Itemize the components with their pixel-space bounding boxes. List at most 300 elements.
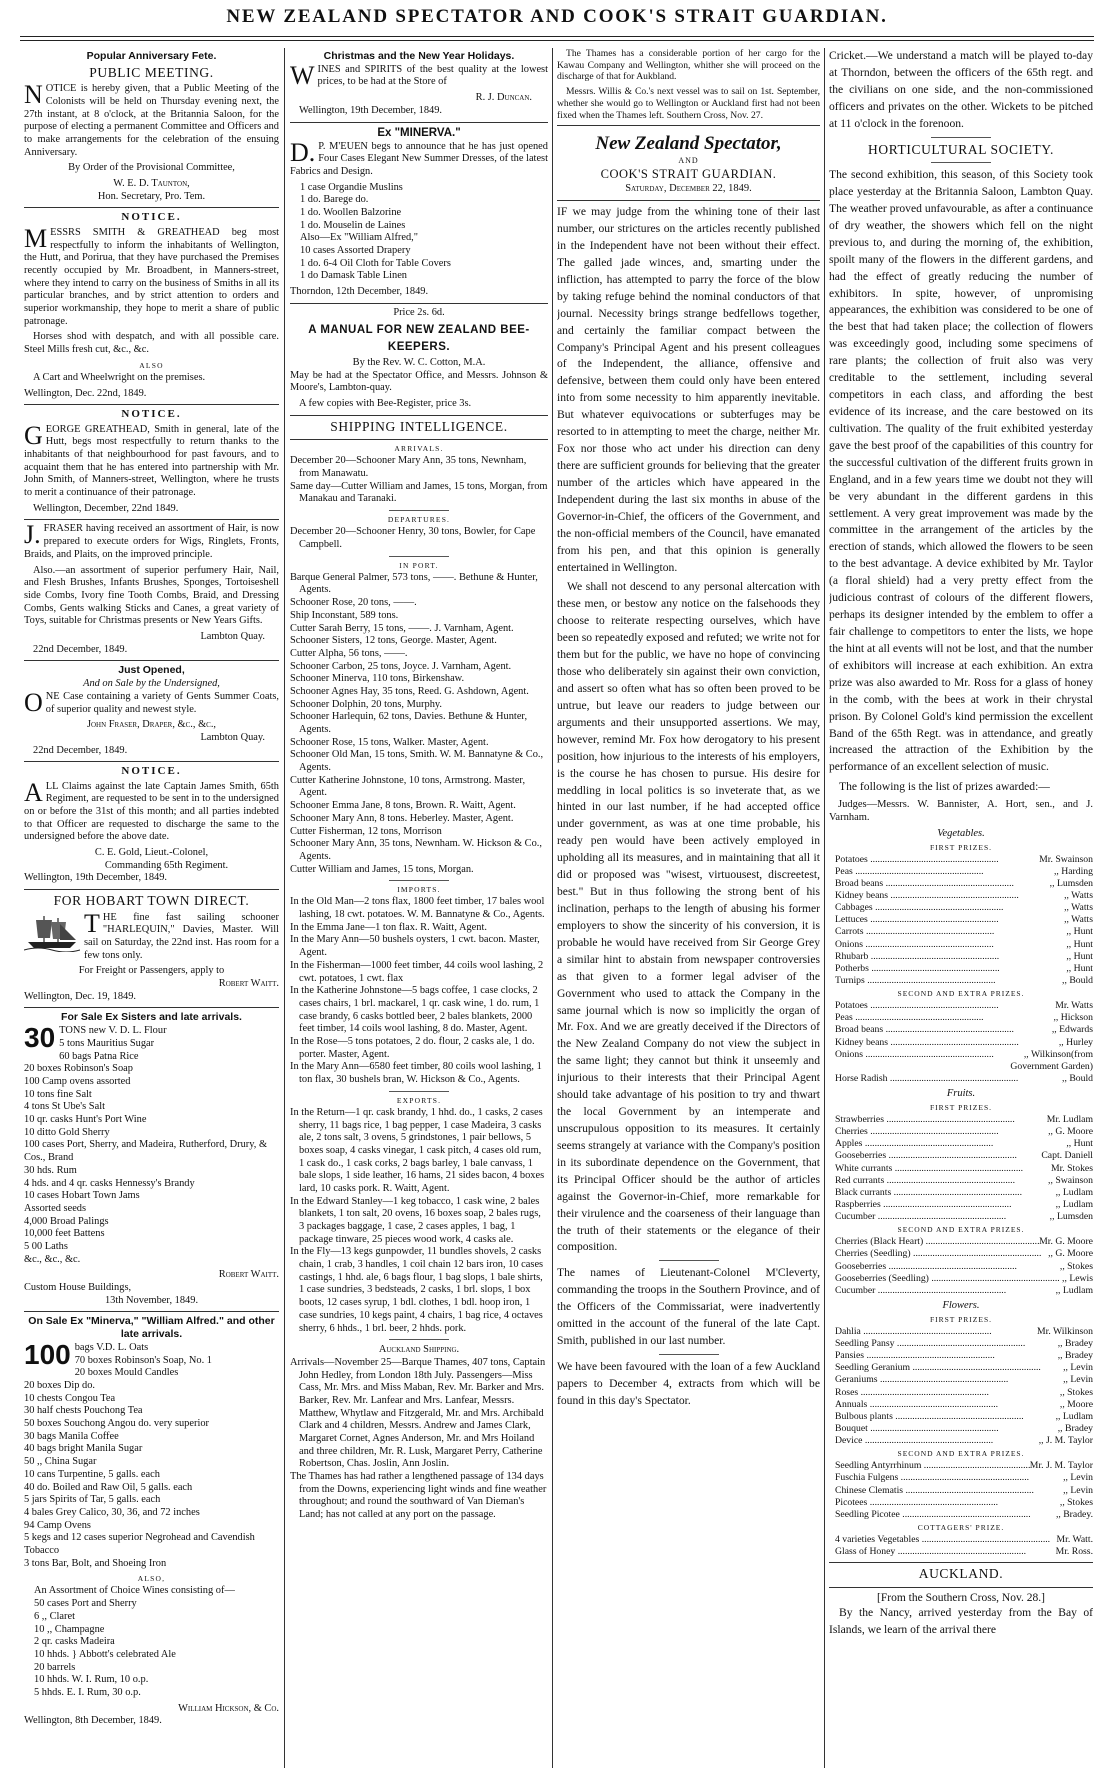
prize-winner: ,, Moore	[1059, 1398, 1093, 1410]
list-item: 20 barrels	[34, 1661, 76, 1673]
prize-item: Cucumber .....	[835, 1211, 1050, 1223]
prize-winner: ,, Ludlam	[1055, 1198, 1093, 1210]
departures-heading: DEPARTURES.	[387, 515, 451, 525]
import-entry: In the Emma Jane—1 ton flax. R. Waitt, Agent.	[290, 921, 487, 933]
import-entry: In the Mary Ann—50 bushels oysters, 1 cwt. bacon. Master, Agent.	[290, 934, 540, 959]
separator	[24, 1007, 279, 1008]
prize-winner: ,, Swainson	[1048, 1174, 1093, 1186]
vegetables-first-prizes	[829, 854, 1093, 987]
prize-winner: ,, Levin	[1063, 1374, 1093, 1386]
prize-row	[835, 1061, 1093, 1073]
also-label: ALSO,	[137, 1574, 166, 1584]
also-label: ALSO	[139, 360, 164, 370]
inport-entry: Cutter Fisherman, 12 tons, Morrison	[290, 825, 442, 837]
fraser-date: 22nd December, 1849.	[33, 643, 128, 655]
prize-winner: ,, Watts	[1064, 914, 1093, 926]
prize-row	[835, 1049, 1093, 1061]
list-item: 10 ditto Gold Sherry	[24, 1126, 110, 1138]
second-extra-label: SECOND AND EXTRA PRIZES.	[897, 989, 1025, 999]
list-item: Assorted seeds	[24, 1202, 87, 1214]
prize-winner: ,, J. M. Taylor	[1038, 1435, 1093, 1446]
inport-entry: Cutter Alpha, 56 tons, ——.	[290, 647, 408, 659]
prize-winner: ,, Lumsden	[1049, 877, 1093, 889]
list-item: bags V.D. L. Oats	[74, 1341, 149, 1353]
prize-item: Bulbous plants .....	[835, 1411, 1056, 1423]
separator	[389, 1091, 449, 1092]
smith-greathead-notice	[24, 223, 279, 329]
exports-list	[290, 1107, 548, 1335]
inport-entry: Schooner Mary Ann, 35 tons, Newnham. W. Hickson & Co., Agents.	[290, 838, 542, 862]
prize-winner: ,, Stokes	[1059, 1386, 1093, 1398]
list-item: 5 00 Laths	[24, 1240, 68, 1252]
prize-item: Chinese Clematis .....	[835, 1485, 1063, 1497]
prize-item: Potatoes .....	[835, 854, 1039, 866]
prize-winner: Mr. Stokes	[1051, 1162, 1093, 1174]
inport-entry: Cutter Sarah Berry, 15 tons, ——. J. Varnham, Agent.	[290, 622, 514, 634]
prize-row	[835, 1000, 1093, 1012]
flowers-first-prizes	[829, 1326, 1093, 1447]
list-item: 10 chests Congou Tea	[24, 1392, 116, 1404]
inport-entry: Schooner Mary Ann, 8 tons. Heberley. Master, Agent.	[290, 812, 514, 824]
horticultural-heading: HORTICULTURAL SOCIETY.	[868, 141, 1054, 157]
prize-winner: ,, Levin	[1063, 1472, 1093, 1484]
inport-entry: Cutter Katherine Johnstone, 10 tons, Armstrong. Master, Agent.	[290, 774, 526, 799]
list-item: 40 do. Boiled and Raw Oil, 5 galls. each	[24, 1481, 193, 1493]
inport-heading: IN PORT.	[399, 560, 439, 570]
list-item: 10 hhds. W. I. Rum, 10 o.p.	[34, 1674, 149, 1686]
minerva-items	[24, 1338, 279, 1570]
first-prizes-label: FIRST PRIZES.	[929, 1102, 993, 1112]
greathead-notice	[24, 420, 279, 500]
separator	[24, 404, 279, 405]
prize-item: Cucumber .....	[835, 1285, 1056, 1297]
prize-winner: ,, Lumsden	[1049, 1211, 1093, 1223]
prize-item: Cherries (Black Heart) .....	[835, 1236, 1039, 1248]
xmas-date: Wellington, 19th December, 1849.	[299, 104, 443, 116]
prize-winner: Mr. Ludlam	[1046, 1114, 1093, 1126]
mceuen-notice	[290, 137, 548, 179]
list-item: 10 cans Turpentine, 5 galls. each	[24, 1468, 160, 1480]
prize-winner: ,, Hunt	[1066, 938, 1093, 950]
list-item: 4 bales Grey Calico, 30, 36, and 72 inches	[24, 1506, 200, 1518]
prize-winner: ,, Hunt	[1066, 1138, 1093, 1150]
import-entry: In the Mary Ann—6580 feet timber, 80 coils wool lashing, 1 ton flax, 30 bushels bran, W. Hickson & Co., Agents.	[290, 1061, 542, 1086]
prize-winner: ,, Bradey.	[1055, 1508, 1093, 1520]
list-item: 6 ,, Claret	[34, 1610, 75, 1622]
arrival-entry: December 20—Schooner Mary Ann, 35 tons, Newnham, from Manawatu.	[290, 455, 527, 480]
ship-icon	[24, 912, 80, 952]
fete-signature: W. E. D. Taunton,	[113, 178, 190, 190]
prize-winner: ,, Harding	[1053, 865, 1093, 877]
list-item: 4 hds. and 4 qr. casks Hennessy's Brandy	[24, 1177, 195, 1189]
sisters-place: Custom House Buildings,	[24, 1282, 132, 1293]
mceuen-body: P. M'EUEN begs to announce that he has just opened Four Cases Elegant New Summer Dresses, of the latest Fabrics and Design.	[290, 140, 548, 177]
prize-row	[835, 1248, 1093, 1260]
list-item: 30 hds. Rum	[24, 1164, 77, 1176]
separator	[389, 510, 449, 511]
prize-item: Black currants .....	[835, 1187, 1056, 1199]
notice-date: Wellington, Dec. 22nd, 1849.	[24, 387, 147, 399]
auckland-shipping-list	[290, 1357, 548, 1522]
list-item: 100 Camp ovens assorted	[24, 1076, 131, 1087]
list-item: 5 tons Mauritius Sugar	[59, 1037, 155, 1049]
prize-row	[835, 1150, 1093, 1162]
prize-row	[835, 854, 1093, 866]
prize-row	[835, 1199, 1093, 1211]
prize-row	[835, 1509, 1093, 1521]
prize-winner: ,, Hunt	[1066, 926, 1093, 938]
opened-signature: John Fraser, Draper, &c., &c.,	[86, 719, 217, 731]
auckland-shipping-heading: Auckland Shipping.	[378, 1344, 460, 1356]
list-item: TONS new V. D. L. Flour	[59, 1025, 167, 1037]
manual-price: Price 2s. 6d.	[393, 306, 445, 318]
prize-row	[835, 1460, 1093, 1472]
list-item: 50 cases Port and Sherry	[34, 1598, 137, 1610]
column-1	[24, 48, 279, 1768]
import-entry: In the Katherine Johnstone—5 bags coffee, 1 case clocks, 2 cases chairs, 1 brl. mackarel, 1 qr. cask wine, 1 do. rum, 1 case brandy, 6 casks bottled beer, 2 bales blankets, 2000 feet timber, 14 coils wool lashing, 8 do. Master, Agent.	[290, 985, 540, 1035]
manual-author: By the Rev. W. C. Cotton, M.A.	[352, 357, 486, 368]
prize-row	[835, 1534, 1093, 1546]
auckland-source: [From the Southern Cross, Nov. 28.]	[877, 1591, 1045, 1604]
list-item: 4,000 Broad Palings	[24, 1215, 109, 1227]
fete-heading: PUBLIC MEETING.	[89, 64, 214, 80]
sisters-list	[24, 1022, 279, 1266]
auckland-entry: The Thames has had rather a lengthened passage of 134 days from the Downs, experiencing light winds and fine weather throughout; and round the southward of Van Dieman's Land; has not called at any port on the passage.	[290, 1471, 547, 1521]
minerva-wines	[34, 1585, 279, 1699]
prize-item: Seedling Picotee .....	[835, 1509, 1056, 1521]
minerva-heading: Ex "MINERVA."	[377, 126, 461, 139]
list-item: An Assortment of Choice Wines consisting of—	[34, 1585, 235, 1597]
prize-row	[835, 914, 1093, 926]
notice-signature: C. E. Gold, Lieut.-Colonel,	[94, 847, 209, 859]
editorial-paragraph: We have been favoured with the loan of a few Auckland papers to December 4, extracts from which will be found in this day's Spectator.	[557, 1359, 820, 1407]
fraser-notice	[24, 520, 279, 561]
minerva-signature: William Hickson, & Co.	[178, 1702, 279, 1714]
inport-entry: Schooner Rose, 15 tons, Walker. Master, Agent.	[290, 736, 489, 748]
list-item: 1 do Damask Table Linen	[300, 270, 408, 282]
prize-row	[835, 1485, 1093, 1497]
separator	[290, 122, 548, 123]
import-entry: In the Old Man—2 tons flax, 1800 feet timber, 17 bales wool lashing, 18 cwt. potatoes. W. M. Bannatyne & Co., Agents.	[290, 896, 545, 921]
imports-heading: IMPORTS.	[397, 885, 441, 895]
paper-subtitle: COOK'S STRAIT GUARDIAN.	[600, 167, 777, 182]
prize-row	[835, 1024, 1093, 1036]
hobart-notice	[24, 908, 279, 963]
prize-winner: ,, Bould	[1062, 1072, 1093, 1084]
list-item: 5 hhds. E. I. Rum, 30 o.p.	[34, 1686, 141, 1698]
inport-entry: Schooner Minerva, 110 tons, Birkenshaw.	[290, 673, 465, 685]
prize-row	[835, 1411, 1093, 1423]
prize-winner: Government Garden)	[1010, 1060, 1093, 1072]
prize-intro: The following is the list of prizes awarded:—	[839, 780, 1050, 794]
prize-item: Broad beans .....	[835, 1024, 1052, 1036]
prize-winner: Mr. Swainson	[1039, 853, 1093, 865]
separator	[557, 125, 820, 126]
vegetables-heading: Vegetables.	[937, 827, 985, 839]
inport-entry: Schooner Carbon, 25 tons, Joyce. J. Varnham, Agent.	[290, 660, 512, 672]
cottagers-prizes	[829, 1534, 1093, 1558]
notice-date: Wellington, December, 22nd 1849.	[33, 502, 179, 514]
prize-item: Cherries .....	[835, 1126, 1048, 1138]
list-item: 10 cases Assorted Drapery	[300, 245, 411, 257]
prize-item: Red currants .....	[835, 1175, 1048, 1187]
prize-winner: Mr. Wilkinson	[1037, 1325, 1093, 1337]
inport-entry: Schooner Emma Jane, 8 tons, Brown. R. Waitt, Agent.	[290, 800, 516, 812]
separator	[931, 162, 991, 163]
separator	[829, 1587, 1093, 1588]
prize-row	[835, 1175, 1093, 1187]
list-item: 5 jars Spirits of Tar, 5 galls. each	[24, 1494, 161, 1506]
departure-entry: December 20—Schooner Henry, 30 tons, Bowler, for Cape Campbell.	[290, 526, 536, 550]
prize-winner: ,, G. Moore	[1048, 1126, 1093, 1138]
prize-item: Apples .....	[835, 1138, 1066, 1150]
prize-item: Kidney beans .....	[835, 1037, 1059, 1049]
prize-winner: ,, Ludlam	[1055, 1186, 1093, 1198]
list-item: 10 qr. casks Hunt's Port Wine	[24, 1114, 147, 1126]
prize-row	[835, 1073, 1093, 1085]
prize-row	[835, 1435, 1093, 1447]
issue-date: Saturday, December 22, 1849.	[625, 183, 752, 195]
second-extra-label: SECOND AND EXTRA PRIZES.	[897, 1225, 1025, 1235]
list-item: 4 tons St Ube's Salt	[24, 1101, 105, 1113]
inport-list	[290, 572, 548, 877]
prize-row	[835, 1261, 1093, 1273]
import-entry: In the Fisherman—1000 feet timber, 44 coils wool lashing, 2 cwt. potatoes, 1 cwt. flax	[290, 959, 544, 984]
prize-item: White currants .....	[835, 1163, 1051, 1175]
arrivals-list	[290, 455, 548, 506]
prize-winner: ,, G. Moore	[1048, 1248, 1093, 1260]
prize-item: Kidney beans .....	[835, 890, 1064, 902]
dropcap: M	[24, 223, 48, 253]
vegetables-second-prizes	[829, 1000, 1093, 1085]
prize-item: Potatoes .....	[835, 1000, 1055, 1012]
prize-item: Broad beans .....	[835, 878, 1050, 890]
list-item: Also—Ex "William Alfred,"	[300, 232, 419, 244]
prize-winner: ,, Edwards	[1051, 1024, 1093, 1036]
list-item: 10 tons fine Salt	[24, 1088, 92, 1100]
xmas-heading: Christmas and the New Year Holidays.	[323, 50, 515, 62]
list-item: 10,000 feet Battens	[24, 1228, 105, 1240]
hobart-body: HE fine fast sailing schooner "HARLEQUIN," Davies, Master. Will sail on Saturday, the 22nd inst. Has room for a few tons only.	[84, 911, 279, 961]
separator	[24, 761, 279, 762]
prize-winner: ,, Hunt	[1066, 950, 1093, 962]
prize-item: Turnips .....	[835, 975, 1062, 987]
prize-row	[835, 866, 1093, 878]
separator	[389, 1339, 449, 1340]
prize-winner: Mr. Watts	[1055, 1000, 1093, 1012]
inport-entry: Cutter William and James, 15 tons, Morgan.	[290, 863, 474, 875]
prize-winner: Mr. Watt.	[1056, 1534, 1093, 1546]
notice-body: ESSRS SMITH & GREATHEAD beg most respectfully to inform the inhabitants of Wellington, the Hutt, and Porirua, that they have purchased the Premises recently occupied by Mr. Broadbent, in Manners-street, where they intend to carry on the business of Smiths in all its particular branches, and by strict attention to orders and superior workmanship, they hope to merit a share of public patronage.	[24, 226, 279, 327]
paper-title-and: AND	[678, 156, 699, 166]
separator	[931, 137, 991, 138]
import-entry: In the Rose—5 tons potatoes, 2 do. flour, 2 casks ale, 1 do. porter. Master, Agent.	[290, 1035, 535, 1060]
cricket-paragraph: Cricket.—We understand a match will be played to-day at Thorndon, between the officers of the 65th regt. and the civilians on one side, and the non-commissioned officers and privates on the other. Wickets to be pitched at 11 o'clock in the forenoon.	[829, 49, 1093, 130]
mceuen-items	[300, 182, 548, 284]
manual-body: A few copies with Bee-Register, price 3s.	[299, 398, 472, 410]
prize-item: Gooseberries (Seedling) .....	[835, 1273, 1062, 1285]
list-item: 1 do. Mouselin de Laines	[300, 219, 406, 231]
prize-row	[835, 1037, 1093, 1049]
editorial-paragraph: IF we may judge from the whining tone of their last number, our strictures on the articles recently published in the Independent have not been without their effect. The galled jade winces, and, smarting under the infliction, has attempted to parry the force of the blow by taking refuge behind the nominal conductors of that journal. Necessity brings strange bedfellows together, and certainly the familiar compact between the Company's Principal Agent and his present colleagues of the Independent, the alliance, offensive and defensive, between them could only have been entered into from some necessity to him apparently inevitable. But whatever equivocations or subterfuges may be resorted to in attempting to meet the charge, neither Mr. Fox nor those who act under his direction can deny there are sufficient grounds for believing that the greater number of the articles which have appeared in the Independent during the last six months in abuse of the Governor-in-Chief, the officers of the Government, and the non-official members of the Council, have emanated from his pen, and that this opinion is generally entertained in Wellington.	[557, 205, 820, 574]
auckland-heading: AUCKLAND.	[918, 1566, 1004, 1582]
masthead: NEW ZEALAND SPECTATOR AND COOK'S STRAIT GUARDIAN.	[226, 6, 888, 27]
separator	[557, 200, 820, 201]
notice-signature-title: Commanding 65th Regiment.	[104, 859, 229, 871]
opened-heading: Just Opened,	[118, 664, 185, 677]
prize-item: Seedling Antyrrhinum .....	[835, 1460, 1030, 1472]
notice-body: LL Claims against the late Captain James Smith, 65th Regiment, are requested to be sent in to the undersigned on or before the 31st of this month; and all parties indebted to that Officer are requested to discharge the same to the undersigned before the above date.	[24, 780, 279, 843]
prize-winner: Mr. J. M. Taylor	[1029, 1460, 1093, 1472]
prize-row	[835, 878, 1093, 890]
notice-heading: NOTICE.	[121, 211, 182, 224]
fete-body: OTICE is hereby given, that a Public Meeting of the Colonists will be held on Thursday evening next, the 27th instant, at 8 o'clock, at the Britannia Saloon, for the purpose of electing a permanent Committee and Officers and to make arrangements for the celebration of the ensuing Anniversary.	[24, 83, 279, 158]
hobart-date: Wellington, Dec. 19, 1849.	[24, 990, 136, 1002]
prize-row	[835, 1546, 1093, 1558]
list-item: 30 half chests Pouchong Tea	[24, 1405, 143, 1417]
hobart-signature: Robert Waitt.	[218, 978, 279, 990]
hobart-body: For Freight or Passengers, apply to	[78, 965, 225, 977]
masthead-rule	[20, 36, 1094, 37]
prize-item: Glass of Honey .....	[835, 1546, 1056, 1558]
list-item: 5 kegs and 12 cases superior Negrohead and Cavendish Tobacco	[24, 1532, 255, 1556]
export-entry: In the Return—1 qr. cask brandy, 1 hhd. do., 1 casks, 2 cases sherry, 11 bags rice, 1 bag pepper, 1 case Madeira, 3 casks ale, 2 tons salt, 3 ovens, 5 grindstones, 1 pair bellows, 5 boxes soap, 4 casks vinegar, 1 cask pitch, 4 cases old rum, 1 cask do., 1 cask corks, 2 bags barley, 1 bale canvass, 1 bale slops, 1 side leather, 16 hams, 21 sides bacon, 4 boxes lard, 10 casks pork. R. Waitt, Agent.	[290, 1106, 545, 1194]
prize-row	[835, 963, 1093, 975]
prize-winner: Mr. G. Moore	[1039, 1236, 1093, 1248]
prize-item: Horse Radish .....	[835, 1073, 1062, 1085]
inport-entry: Schooner Harlequin, 62 tons, Davies. Bethune & Hunter, Agents.	[290, 711, 528, 736]
column-3	[557, 48, 820, 1768]
prize-row	[835, 1114, 1093, 1126]
prize-row	[835, 1387, 1093, 1399]
list-item: 60 bags Patna Rice	[59, 1050, 139, 1062]
prize-winner: ,, Hunt	[1066, 962, 1093, 974]
prize-row	[835, 1338, 1093, 1350]
hobart-heading: FOR HOBART TOWN DIRECT.	[53, 893, 250, 909]
export-entry: In the Edward Stanley—1 keg tobacco, 1 cask wine, 2 bales blankets, 1 ton salt, 20 ovens, 16 boxes soap, 2 bales rugs, 3 packages baggage, 1 case, 2 cases apples, 1 bag, 1 package tinware, 25 pieces wood work, 4 casks ale.	[290, 1195, 541, 1245]
prize-winner: ,, Ludlam	[1055, 1410, 1093, 1422]
dropcap: T	[84, 908, 100, 938]
separator	[389, 556, 449, 557]
prize-winner: ,, Bould	[1062, 974, 1093, 986]
separator	[829, 1562, 1093, 1563]
prize-item: Seedling Pansy .....	[835, 1338, 1058, 1350]
xmas-signature: R. J. Duncan.	[475, 92, 532, 104]
column-divider	[284, 48, 285, 1768]
list-item: 10 hhds. } Abbott's celebrated Ale	[34, 1648, 176, 1660]
fraser-body: Also.—an assortment of superior perfumery Hair, Nail, and Flesh Brushes, Infants Brushes, Sponges, Tortoiseshell side Combs, Ivory fine Tooth Combs, Braid, and Dressing Combs, Gents walking Sticks and Canes, a great variety of Toys, suitable for Christmas presents or New Years Gifts.	[24, 564, 279, 627]
column-2	[290, 48, 548, 1768]
prize-row	[835, 1326, 1093, 1338]
prize-row	[835, 1236, 1093, 1248]
sisters-date: 13th November, 1849.	[104, 1294, 199, 1306]
prize-row	[835, 1285, 1093, 1297]
thames-note: The Thames has a considerable portion of her cargo for the Kawau Company and Wellington, whither she will proceed on the discharge of that for Aukbland.	[557, 48, 820, 83]
list-item: 3 tons Bar, Bolt, and Shoeing Iron	[24, 1557, 167, 1569]
prize-winner: ,, Watts	[1064, 890, 1093, 902]
cottagers-label: COTTAGERS' PRIZE.	[917, 1522, 1005, 1532]
prize-item: Device .....	[835, 1435, 1039, 1447]
prize-item: Gooseberries .....	[835, 1261, 1060, 1273]
prize-item: Dahlia .....	[835, 1326, 1037, 1338]
prize-item: Rhubarb .....	[835, 951, 1066, 963]
column-divider	[552, 48, 553, 1768]
dropcap: A	[24, 777, 43, 807]
prize-item: Strawberries .....	[835, 1114, 1047, 1126]
paper-title: New Zealand Spectator,	[595, 133, 782, 155]
prize-item: Peas .....	[835, 866, 1054, 878]
prize-row	[835, 1126, 1093, 1138]
prize-row	[835, 1187, 1093, 1199]
prize-row	[835, 951, 1093, 963]
prize-item: Fuschia Fulgens .....	[835, 1472, 1063, 1484]
separator	[659, 1260, 719, 1261]
inport-entry: Schooner Sisters, 12 tons, George. Master, Agent.	[290, 635, 497, 647]
prize-item: Bouquet .....	[835, 1423, 1058, 1435]
sisters-signature: Robert Waitt.	[218, 1269, 279, 1281]
inport-entry: Schooner Rose, 20 tons, ——.	[290, 597, 417, 609]
notice-body: A Cart and Wheelwright on the premises.	[33, 371, 206, 383]
notice-body: Horses shod with despatch, and with all possible care. Steel Mills fresh cut, &c., &c.	[24, 331, 279, 356]
prize-row	[835, 1273, 1093, 1285]
willis-note: Messrs. Willis & Co.'s next vessel was to sail on 1st. September, whether she would go to Wellington or Auckland first had not been fixed when the Thames left. Southern Cross, Nov. 27.	[557, 86, 820, 121]
inport-entry: Ship Inconstant, 589 tons.	[290, 609, 399, 621]
prize-winner: ,, Hurley	[1058, 1036, 1093, 1048]
opened-notice	[24, 687, 279, 717]
prize-item: Roses .....	[835, 1387, 1060, 1399]
notice-date: Wellington, 19th December, 1849.	[24, 872, 168, 884]
xmas-body: INES and SPIRITS of the best quality at the lowest prices, to be had at the Store of	[317, 63, 548, 88]
judges: Judges—Messrs. W. Bannister, A. Hort, sen., and J. Varnham.	[829, 799, 1093, 823]
prize-winner: ,, Bradey	[1057, 1338, 1093, 1349]
prize-item: Potherbs .....	[835, 963, 1066, 975]
inport-entry: Barque General Palmer, 573 tons, ——. Bethune & Hunter, Agents.	[290, 571, 538, 596]
first-prizes-label: FIRST PRIZES.	[929, 842, 993, 852]
prize-item: Seedling Geranium .....	[835, 1362, 1063, 1374]
flowers-second-prizes	[829, 1460, 1093, 1521]
prize-item: 4 varieties Vegetables .....	[835, 1534, 1057, 1546]
prize-item: Lettuces .....	[835, 914, 1064, 926]
list-item: 1 case Organdie Muslins	[300, 181, 403, 193]
prize-row	[835, 1472, 1093, 1484]
prize-winner: ,, Wilkinson(from	[1023, 1048, 1093, 1060]
list-item: 70 boxes Robinson's Soap, No. 1	[74, 1354, 212, 1366]
editorial-paragraph: We shall not descend to any personal altercation with these men, or bestow any notice on the falsehoods they choose to reiterate respecting ourselves, which have been so repeatedly exposed and refuted; we write not for them but for the public, we have no hope of convincing those who deliberately sin against their own conviction, and assert so often what has so often been proved to be untrue, but leave our readers to judge between our arguments and their unsupported assertions. We may, however, remind Mr. Fox how derogatory to his present position, how injurious to the interests of his employers, is the course he has chosen to pursue. His desire for meddling in local politics is so inveterate that, as we hinted in our last number, if he had accepted office under government, as was at one time probable, his ready pen would have been actively employed in upholding all its measures, and in maintaining that all it did or proposed was "wisest, virtuousest, discreetest, best." But in thus following the strong bent of his inclination, perhaps to the length of abusing his former employers to show the sincerity of his conversion, it is probable he would have received from Sir George Grey a similar hint to abstain from newspaper controversies as that given to a former legal adviser of the Government who used to attack the Company in the same journal which is now so implicitly the organ of Mr. Fox. And we are greatly deceived if the Directors of the New Zealand Company do not view the subject in the same light; they cannot but think it unseemly and injurious to their interests that their Principal Agent should take advantage of his position to try and thwart the local Government by an intemperate and unscrupulous opposition to its measures. It certainly seems strangely at variance with the Company's position in its subordinate dependence on the Government, that its Principal Officer should be the author of articles against the Governor-in-Chief, more remarkable for their virulence and the coarseness of their language than the truth of their statements or the elegance of their composition.	[557, 580, 820, 1254]
prize-item: Raspberries .....	[835, 1199, 1056, 1211]
dropcap: G	[24, 420, 43, 450]
first-prizes-label: FIRST PRIZES.	[929, 1314, 993, 1324]
prize-row	[835, 1350, 1093, 1362]
opened-date: 22nd December, 1849.	[33, 744, 128, 756]
prize-item: Picotees .....	[835, 1497, 1060, 1509]
inport-entry: Schooner Agnes Hay, 35 tons, Reed. G. Ashdown, Agent.	[290, 685, 529, 697]
prize-row	[835, 975, 1093, 987]
opened-body: NE Case containing a variety of Gents Summer Coats, of superior quality and newest style.	[45, 690, 279, 715]
prize-item: Gooseberries .....	[835, 1150, 1041, 1162]
manual-body: May be had at the Spectator Office, and Messrs. Johnson & Moore's, Lambton-quay.	[290, 369, 548, 394]
second-extra-label: SECOND AND EXTRA PRIZES.	[897, 1449, 1025, 1459]
list-item: 100 cases Port, Sherry, and Madeira, Rutherford, Drury, & Cos., Brand	[24, 1139, 268, 1164]
list-item: 1 do. 6-4 Oil Cloth for Table Covers	[300, 257, 451, 269]
editorial-paragraph: The names of Lieutenant-Colonel M'Cleverty, commanding the troops in the Southern Province, and of the Officers of the Commissariat, were inadvertently omitted in the account of the funeral of the late Capt. Smith, published in our last number.	[557, 1266, 820, 1348]
separator	[24, 889, 279, 890]
list-item: 1 do. Woollen Balzorine	[300, 207, 402, 218]
notice-body: EORGE GREATHEAD, Smith in general, late of the Hutt, begs most respectfully to return thanks to the inhabitants of that neighbourhood for past favours, and to acquaint them that he has entered into partnership with Mr. John Smith, of Manners-street, Wellington, where he trusts to merit a continuance of their patronage.	[24, 423, 279, 499]
prize-row	[835, 1163, 1093, 1175]
imports-list	[290, 896, 548, 1086]
prize-row	[835, 1374, 1093, 1386]
horticultural-paragraph: The second exhibition, this season, of this Society took place yesterday at the Britannia Saloon, Lambton Quay. The weather proved unfavourable, as after a continuance of dry weather, the showers which fell on the night previous to, and during the morning of, the exhibition, spoilt many of the flowers in the different gardens, and had the effect of greatly reducing the number of exhibitors. In spite, however, of unpromising appearances, the exhibition was considered to be one of the best that had taken place; the collection of flowers was exceedingly good, including some specimens of rare plants; the collection of fruit also was very creditable to the settlement, including several competitors in each class, and affording the best evidence of its increase, and the care bestowed on its cultivation. The quality of the fruit exhibited yesterday gave the best proof of the capabilities of this country for the successful cultivation of the different fruits grown in England, and in a few years time we doubt not they will be very abundant in the different gardens in this settlement. A very great improvement was made by the committee in the arrangement of the articles by the erection of stands, which allowed the flowers to be seen to the best advantage. A device exhibited by Mr. Taylor (a floral shield) had a very pretty effect from the judicious contrast of colours of the different flowers, perhaps its designer intended by the emblem to offer a fair challenge to competitors to enter the lists, we hope the hint at all events will not be lost, and that the number of exhibitors will increase at each exhibition. An extra prize was also awarded to Mr. Ross for a glass of honey in the comb, with the bees at work in their chrystal prison. By Colonel Gold's kind permission the excellent Band of the 65th Regt. was in attendance, and greatly increased the attraction of the Exhibition by the performance of an excellent selection of music.	[829, 168, 1093, 774]
